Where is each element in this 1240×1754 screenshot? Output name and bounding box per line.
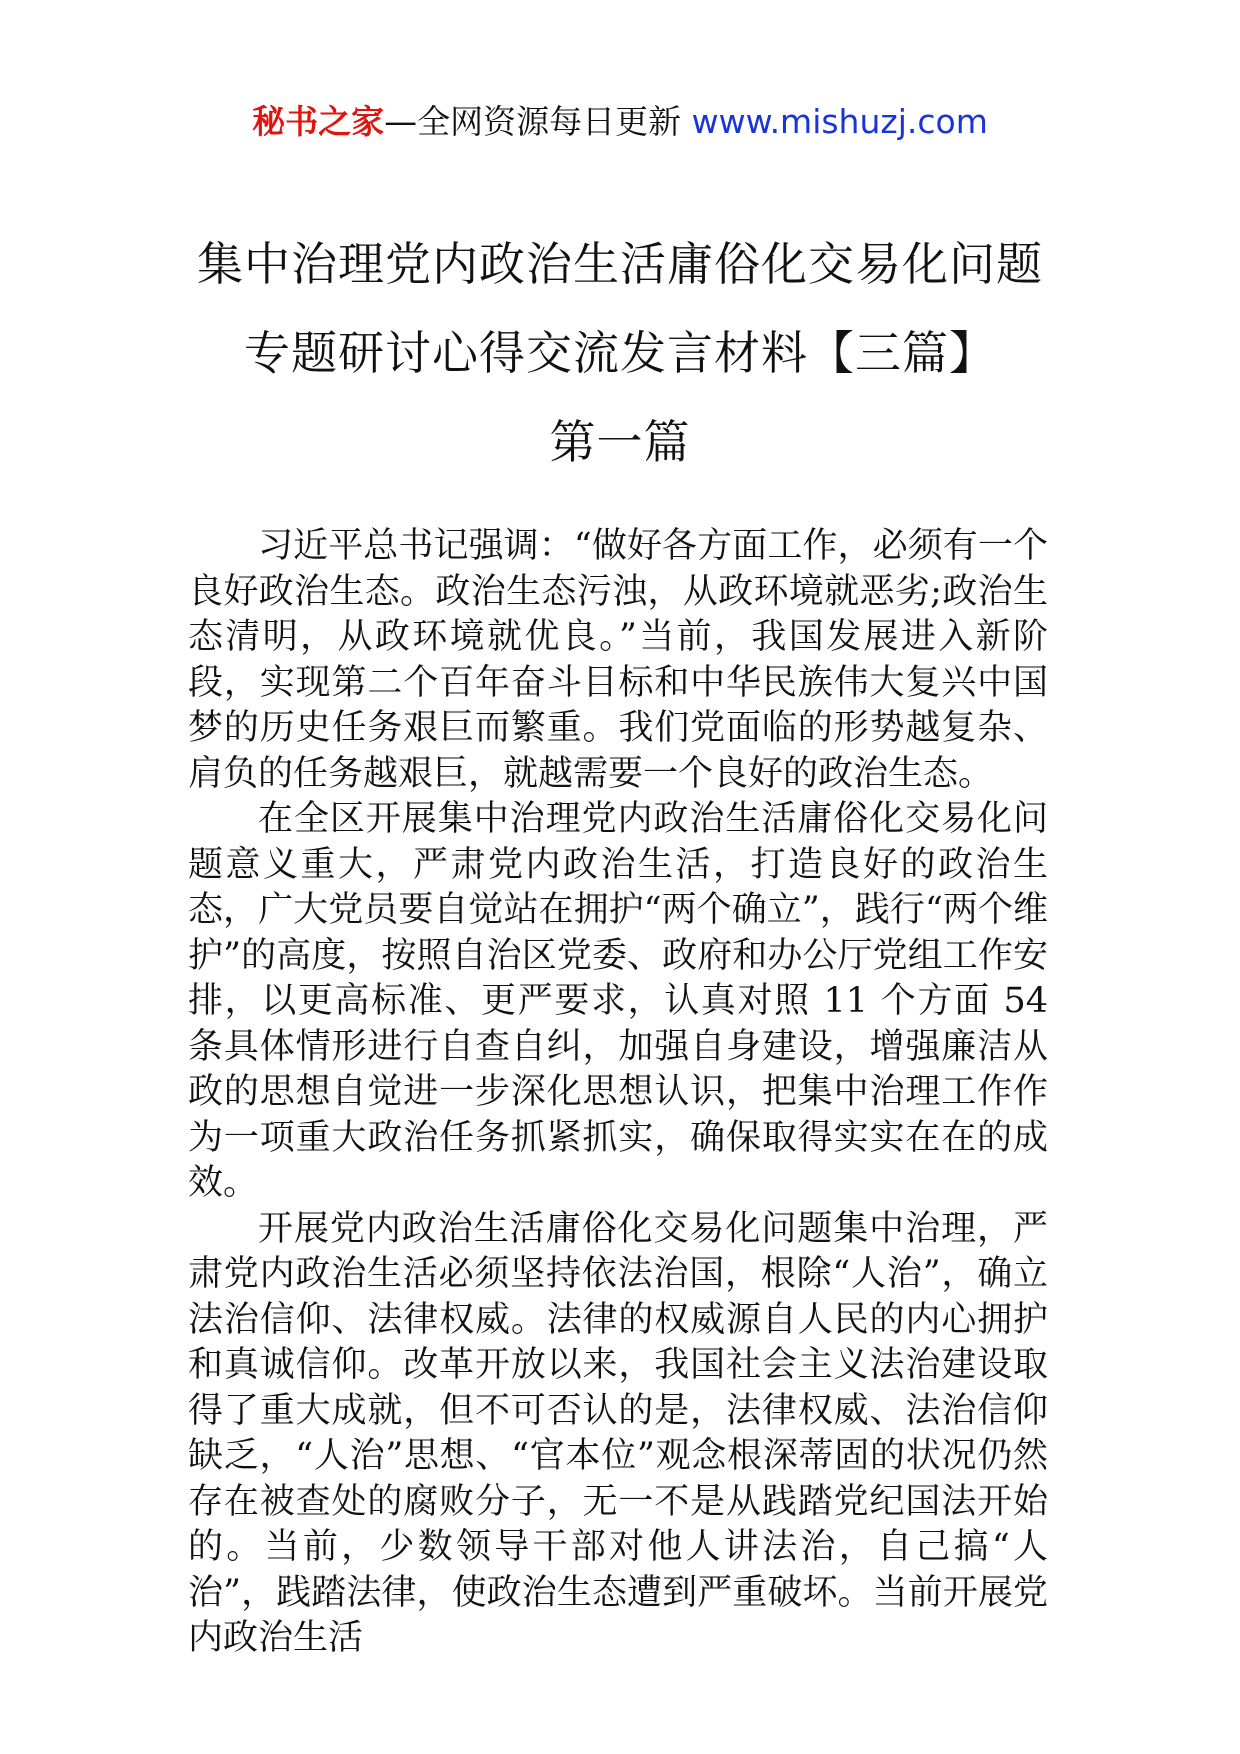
document-body (188, 524, 1048, 1662)
site-url-link[interactable]: www.mishuzj.com (691, 102, 988, 141)
body-paragraph-1: 习近平总书记强调：“做好各方面工作，必须有一个良好政治生态。政治生态污浊，从政环境就恶劣;政治生态清明，从政环境就优良。”当前，我国发展进入新阶段，实现第二个百年奋斗目标和中华民族伟大复兴中国梦的历史任务艰巨而繁重。我们党面临的形势越复杂、肩负的任务越艰巨，就越需要一个良好的政治生态。 (188, 526, 1048, 794)
site-tagline: —全网资源每日更新 (384, 102, 682, 141)
body-paragraph-3: 开展党内政治生活庸俗化交易化问题集中治理，严肃党内政治生活必须坚持依法治国，根除“人治”，确立法治信仰、法律权威。法律的权威源自人民的内心拥护和真诚信仰。改革开放以来，我国社会主义法治建设取得了重大成就，但不可否认的是，法律权威、法治信仰缺乏，“人治”思想、“官本位”观念根深蒂固的状况仍然存在被查处的腐败分子，无一不是从践踏党纪国法开始的。当前，少数领导干部对他人讲法治，自己搞“人治”，践踏法律，使政治生态遭到严重破坏。当前开展党内政治生活 (188, 1208, 1048, 1658)
section-heading: 第一篇 (549, 415, 691, 469)
document-title-line-1: 集中治理党内政治生活庸俗化交易化问题 (197, 237, 1043, 291)
document-title-line-2: 专题研讨心得交流发言材料【三篇】 (244, 326, 996, 380)
site-header (0, 100, 1240, 144)
body-paragraph-2: 在全区开展集中治理党内政治生活庸俗化交易化问题意义重大，严肃党内政治生活，打造良好的政治生态，广大党员要自觉站在拥护“两个确立”，践行“两个维护”的高度，按照自治区党委、政府和办公厅党组工作安排，以更高标准、更严要求，认真对照 11 个方面 54 条具体情形进行自查自纠，加强自身建设，增强廉洁从政的思想自觉进一步深化思想认识，把集中治理工作作为一项重大政治任务抓紧抓实，确保取得实实在在的成效。 (188, 799, 1048, 1203)
site-brand: 秘书之家 (252, 102, 385, 141)
